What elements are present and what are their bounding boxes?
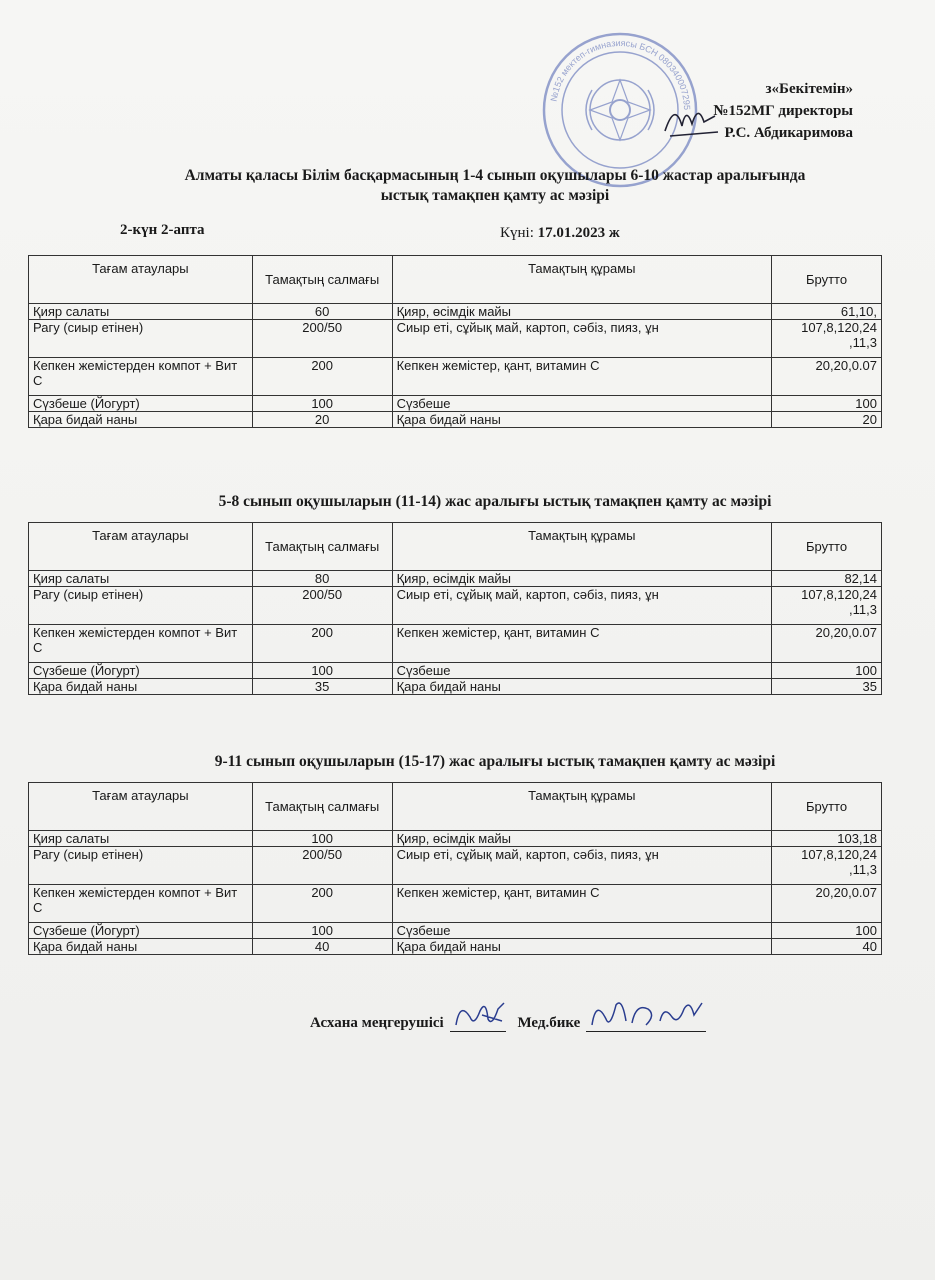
dish-weight: 35 — [252, 679, 392, 695]
table-row — [29, 412, 882, 428]
dish-weight: 100 — [252, 663, 392, 679]
nurse-label: Мед.бике — [517, 1015, 581, 1031]
dish-composition: Қара бидай наны — [392, 939, 771, 955]
dish-composition: Қияр, өсімдік майы — [392, 571, 771, 587]
dish-composition: Кепкен жемістер, қант, витамин С — [392, 358, 771, 396]
header-name: Тағам атаулары — [29, 783, 253, 831]
dish-weight: 100 — [252, 923, 392, 939]
dish-composition: Сүзбеше — [392, 663, 771, 679]
nurse-signature-line — [586, 1013, 706, 1032]
dish-composition: Сиыр еті, сұйық май, картоп, сәбіз, пияз, ұн — [392, 587, 771, 625]
canteen-signature — [452, 997, 508, 1033]
dish-composition: Сүзбеше — [392, 923, 771, 939]
stamp-text: №152 мектеп-гимназиясы БСН 080340007295 — [548, 37, 693, 111]
dish-composition: Кепкен жемістер, қант, витамин С — [392, 625, 771, 663]
section-title-grades-5-8: 5-8 сынып оқушыларын (11-14) жас аралығы ыстық тамақпен қамту ас мәзірі — [218, 493, 772, 510]
dish-weight: 200/50 — [252, 320, 392, 358]
dish-gross: 100 — [772, 396, 882, 412]
nurse-signature — [586, 995, 706, 1035]
dish-name: Қияр салаты — [29, 831, 253, 847]
table-row — [29, 885, 882, 923]
dish-weight: 20 — [252, 412, 392, 428]
header-name: Тағам атаулары — [29, 256, 253, 304]
table-header-row — [29, 523, 882, 571]
dish-composition: Қияр, өсімдік майы — [392, 831, 771, 847]
dish-name: Сүзбеше (Йогурт) — [29, 663, 253, 679]
table-header-row — [29, 256, 882, 304]
dish-gross: 20,20,0.07 — [772, 885, 882, 923]
approval-block — [713, 78, 853, 144]
canteen-head-label: Асхана меңгерушісі — [310, 1015, 444, 1031]
approval-line-1: з«Бекітемін» — [765, 81, 853, 97]
dish-name: Қара бидай наны — [29, 412, 253, 428]
dish-name: Қара бидай наны — [29, 679, 253, 695]
dish-weight: 60 — [252, 304, 392, 320]
header-name: Тағам атаулары — [29, 523, 253, 571]
dish-name: Кепкен жемістерден компот + Вит С — [29, 885, 253, 923]
page-title-line-2: ыстық тамақпен қамту ас мәзірі — [380, 187, 610, 204]
dish-gross: 20 — [772, 412, 882, 428]
table-row — [29, 587, 882, 625]
table-row — [29, 304, 882, 320]
dish-weight: 100 — [252, 831, 392, 847]
dish-gross: 107,8,120,24 ,11,3 — [772, 847, 882, 885]
dish-weight: 100 — [252, 396, 392, 412]
header-gross: Брутто — [772, 256, 882, 304]
dish-name: Қияр салаты — [29, 571, 253, 587]
table-row — [29, 358, 882, 396]
canteen-signature-line — [450, 1013, 506, 1032]
dish-name: Кепкен жемістерден компот + Вит С — [29, 625, 253, 663]
dish-name: Рагу (сиыр етінен) — [29, 587, 253, 625]
dish-gross: 20,20,0.07 — [772, 625, 882, 663]
dish-weight: 40 — [252, 939, 392, 955]
dish-name: Рагу (сиыр етінен) — [29, 847, 253, 885]
approval-line-2: №152МГ директоры — [713, 103, 853, 119]
dish-gross: 61,10, — [772, 304, 882, 320]
menu-table-grades-5-8 — [28, 522, 882, 695]
page-title-line-1: Алматы қаласы Білім басқармасының 1-4 сынып оқушылары 6-10 жастар аралығында — [184, 167, 806, 184]
dish-name: Қияр салаты — [29, 304, 253, 320]
table-row — [29, 625, 882, 663]
page-title — [60, 166, 930, 206]
dish-name: Қара бидай наны — [29, 939, 253, 955]
dish-gross: 107,8,120,24 ,11,3 — [772, 587, 882, 625]
header-weight: Тамақтың салмағы — [252, 523, 392, 571]
header-composition: Тамақтың құрамы — [392, 523, 771, 571]
dish-gross: 20,20,0.07 — [772, 358, 882, 396]
header-gross: Брутто — [772, 523, 882, 571]
dish-composition: Қара бидай наны — [392, 679, 771, 695]
table-row — [29, 847, 882, 885]
table-row — [29, 831, 882, 847]
table-row — [29, 571, 882, 587]
date-value: 17.01.2023 ж — [537, 225, 620, 241]
dish-name: Кепкен жемістерден компот + Вит С — [29, 358, 253, 396]
section-title-grades-9-11: 9-11 сынып оқушыларын (15-17) жас аралығы ыстық тамақпен қамту ас мәзірі — [214, 753, 776, 770]
table-row — [29, 320, 882, 358]
date-label: Күні: — [500, 225, 534, 241]
dish-name: Рагу (сиыр етінен) — [29, 320, 253, 358]
menu-table-grades-1-4 — [28, 255, 882, 428]
menu-table-grades-9-11 — [28, 782, 882, 955]
day-week: 2-күн 2-апта — [120, 222, 205, 238]
header-composition: Тамақтың құрамы — [392, 783, 771, 831]
dish-weight: 80 — [252, 571, 392, 587]
signature-footer — [310, 1013, 714, 1032]
director-signature — [660, 96, 720, 141]
dish-composition: Сиыр еті, сұйық май, картоп, сәбіз, пияз, ұн — [392, 847, 771, 885]
dish-composition: Сүзбеше — [392, 396, 771, 412]
dish-weight: 200/50 — [252, 587, 392, 625]
table-row — [29, 679, 882, 695]
approval-line-3: Р.С. Абдикаримова — [724, 125, 853, 141]
dish-composition: Сиыр еті, сұйық май, картоп, сәбіз, пияз, ұн — [392, 320, 771, 358]
dish-composition: Қияр, өсімдік майы — [392, 304, 771, 320]
dish-weight: 200/50 — [252, 847, 392, 885]
dish-gross: 40 — [772, 939, 882, 955]
dish-composition: Кепкен жемістер, қант, витамин С — [392, 885, 771, 923]
header-gross: Брутто — [772, 783, 882, 831]
table-row — [29, 663, 882, 679]
dish-name: Сүзбеше (Йогурт) — [29, 923, 253, 939]
table-row — [29, 396, 882, 412]
date-info — [500, 225, 620, 242]
header-weight: Тамақтың салмағы — [252, 783, 392, 831]
dish-gross: 100 — [772, 923, 882, 939]
dish-composition: Қара бидай наны — [392, 412, 771, 428]
header-composition: Тамақтың құрамы — [392, 256, 771, 304]
dish-weight: 200 — [252, 358, 392, 396]
dish-gross: 107,8,120,24 ,11,3 — [772, 320, 882, 358]
table-header-row — [29, 783, 882, 831]
dish-name: Сүзбеше (Йогурт) — [29, 396, 253, 412]
dish-gross: 82,14 — [772, 571, 882, 587]
dish-gross: 103,18 — [772, 831, 882, 847]
dish-weight: 200 — [252, 885, 392, 923]
header-weight: Тамақтың салмағы — [252, 256, 392, 304]
table-row — [29, 923, 882, 939]
dish-gross: 100 — [772, 663, 882, 679]
table-row — [29, 939, 882, 955]
dish-gross: 35 — [772, 679, 882, 695]
dish-weight: 200 — [252, 625, 392, 663]
